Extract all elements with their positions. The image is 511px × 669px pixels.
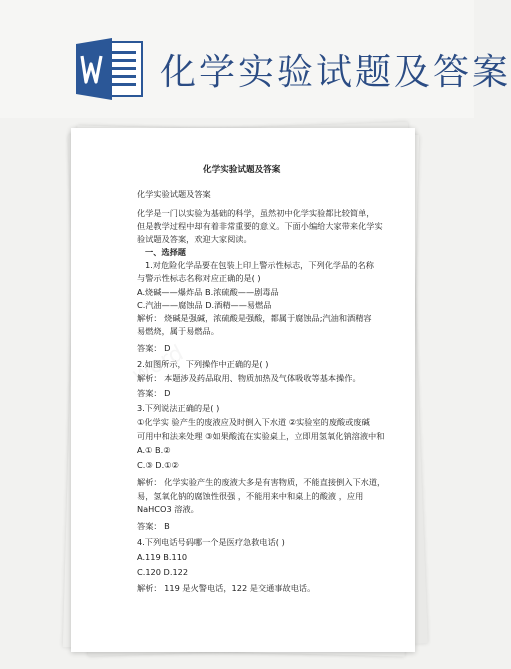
text-line: 4.下列电话号码哪一个是医疗急救电话( ) — [137, 537, 285, 547]
section-heading: 一、选择题 — [145, 247, 186, 257]
banner-header — [0, 0, 511, 118]
text-line: 答案： D — [137, 388, 171, 398]
text-line: C.③ D.①② — [137, 460, 179, 470]
page-heading: 化学实验试题及答案 — [203, 165, 281, 175]
text-line: 答案： B — [137, 521, 170, 531]
text-line: 1.对危险化学品要在包装上印上警示性标志，下列化学品的名称 — [145, 260, 374, 270]
text-line: 与警示性标志名称对应正确的是( ) — [137, 273, 261, 283]
text-line: 解析： 烧碱是强碱，浓硫酸是强酸，都属于腐蚀品;汽油和酒精容 — [137, 313, 372, 323]
text-line: 验试题及答案，欢迎大家阅读。 — [137, 234, 252, 244]
document-page — [71, 128, 415, 652]
text-line: 化学是一门以实验为基础的科学，虽然初中化学实验都比较简单， — [137, 208, 375, 218]
text-line: 2.如图所示，下列操作中正确的是( ) — [137, 359, 269, 369]
text-line: NaHCO3 溶液。 — [137, 504, 199, 514]
text-line: A.① B.② — [137, 445, 171, 455]
text-line: A.烧碱——爆炸品 B.浓硫酸——剧毒品 — [137, 287, 279, 297]
text-line: 易，氢氧化钠的腐蚀性很强 ，不能用来中和桌上的酸液 ，应用 — [137, 491, 364, 501]
text-line: 解析： 化学实验产生的废液大多是有害物质，不能直接倒入下水道， — [137, 477, 386, 487]
text-line: C.120 D.122 — [137, 567, 189, 577]
text-line: 3.下列说法正确的是( ) — [137, 403, 220, 413]
text-line: 但是教学过程中却有着非常重要的意义。下面小编给大家带来化学实 — [137, 221, 383, 231]
text-line: 可用中和法来处理 ③如果酸流在实验桌上，立即用氢氧化钠溶液中和 — [137, 431, 385, 441]
text-line: C.汽油——腐蚀品 D.酒精——易燃品 — [137, 300, 272, 310]
text-line: ①化学实 验产生的废液应及时倒入下水道 ②实验室的废酸或废碱 — [137, 417, 370, 427]
document-title-banner: 化学实验试题及答案 — [160, 52, 511, 93]
text-line: A.119 B.110 — [137, 552, 188, 562]
text-line: 易燃烧，属于易燃品。 — [137, 326, 219, 336]
text-line: 解析： 119 是火警电话，122 是交通事故电话。 — [137, 583, 316, 593]
text-line: 化学实验试题及答案 — [137, 189, 211, 199]
text-line: 解析： 本题涉及药品取用、物质加热及气体吸收等基本操作。 — [137, 373, 361, 383]
text-line: 答案： D — [137, 343, 171, 353]
word-document-icon — [76, 36, 146, 102]
